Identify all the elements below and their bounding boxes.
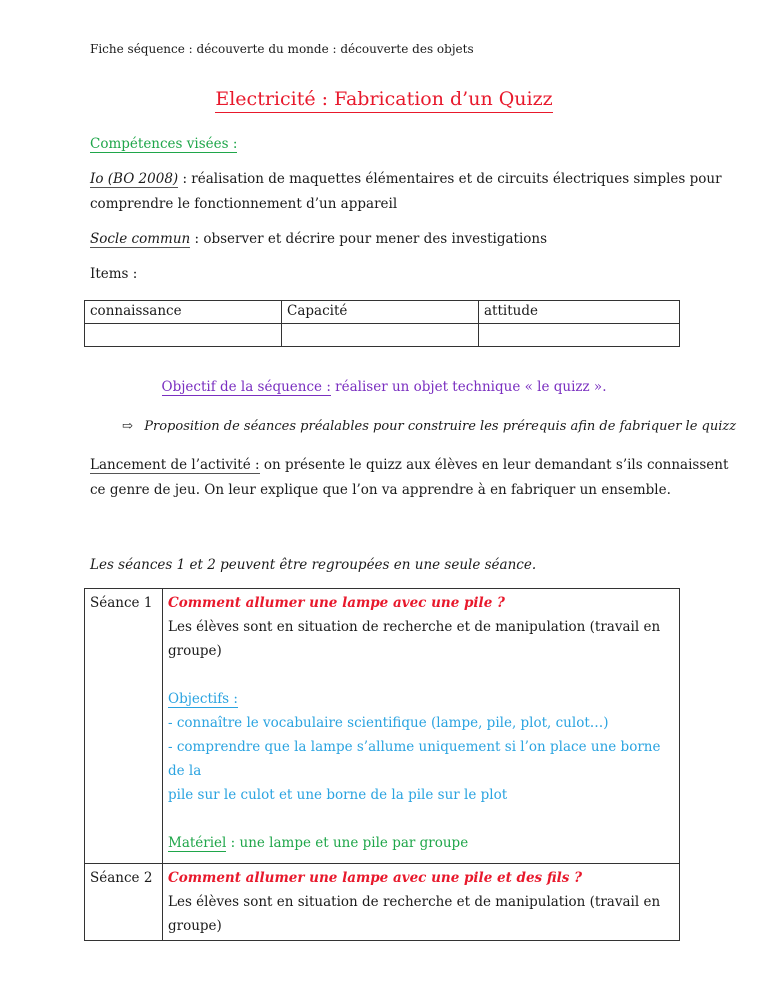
table-cell [282, 324, 479, 347]
objectifs-label: Objectifs : [168, 691, 238, 707]
session-question: Comment allumer une lampe avec une pile et des fils ? [168, 870, 582, 886]
objective-item: - connaître le vocabulaire scientifique (lampe, pile, plot, culot…) [168, 715, 609, 731]
session-label: Séance 2 [85, 864, 163, 941]
arrow-right-icon: ⇨ [122, 419, 133, 434]
session-content [163, 864, 680, 941]
session-question: Comment allumer une lampe avec une pile ? [168, 595, 505, 611]
session-desc: Les élèves sont en situation de recherche et de manipulation (travail en [168, 619, 661, 635]
table-row [85, 324, 680, 347]
table-header-cell: connaissance [85, 301, 282, 324]
session-desc: Les élèves sont en situation de recherche et de manipulation (travail en [168, 894, 661, 910]
document-title: Electricité : Fabrication d’un Quizz [0, 88, 768, 110]
io-paragraph: Io (BO 2008) : réalisation de maquettes élémentaires et de circuits électriques simples pour comprendre le fonctionnement d’un appareil [90, 171, 722, 212]
objective-item: pile sur le culot et une borne de la pile sur le plot [168, 787, 508, 803]
socle-label: Socle commun [90, 231, 191, 247]
regroupees-note: Les séances 1 et 2 peuvent être regroupées en une seule séance. [90, 557, 537, 573]
lancement-paragraph: Lancement de l’activité : on présente le quizz aux élèves en leur demandant s’ils connaissent ce genre de jeu. On leur explique que l’on va apprendre à en fabriquer un ensemble. [90, 457, 729, 498]
table-row [85, 589, 680, 864]
table-header-cell: attitude [479, 301, 680, 324]
session-content [163, 589, 680, 864]
session-desc: groupe) [168, 643, 222, 659]
sessions-table [84, 588, 680, 941]
competences-label: Compétences visées : [90, 136, 238, 152]
materiel-line: Matériel : une lampe et une pile par groupe [168, 835, 469, 851]
page-header: Fiche séquence : découverte du monde : découverte des objets [90, 42, 474, 56]
items-label: Items : [90, 266, 138, 282]
socle-paragraph: Socle commun : observer et décrire pour mener des investigations [90, 231, 548, 247]
table-cell [85, 324, 282, 347]
items-table [84, 300, 680, 347]
lancement-label: Lancement de l’activité : [90, 457, 260, 473]
table-header-cell: Capacité [282, 301, 479, 324]
proposition-line: ⇨ Proposition de séances préalables pour construire les prérequis afin de fabriquer le quizz [122, 414, 736, 439]
table-row [85, 864, 680, 941]
table-cell [479, 324, 680, 347]
session-desc: groupe) [168, 918, 222, 934]
objectif-line: Objectif de la séquence : réaliser un objet technique « le quizz ». [161, 379, 607, 395]
session-label: Séance 1 [85, 589, 163, 864]
io-label: Io (BO 2008) [90, 171, 179, 187]
objective-item: - comprendre que la lampe s’allume uniquement si l’on place une borne de la [168, 739, 661, 779]
table-row [85, 301, 680, 324]
